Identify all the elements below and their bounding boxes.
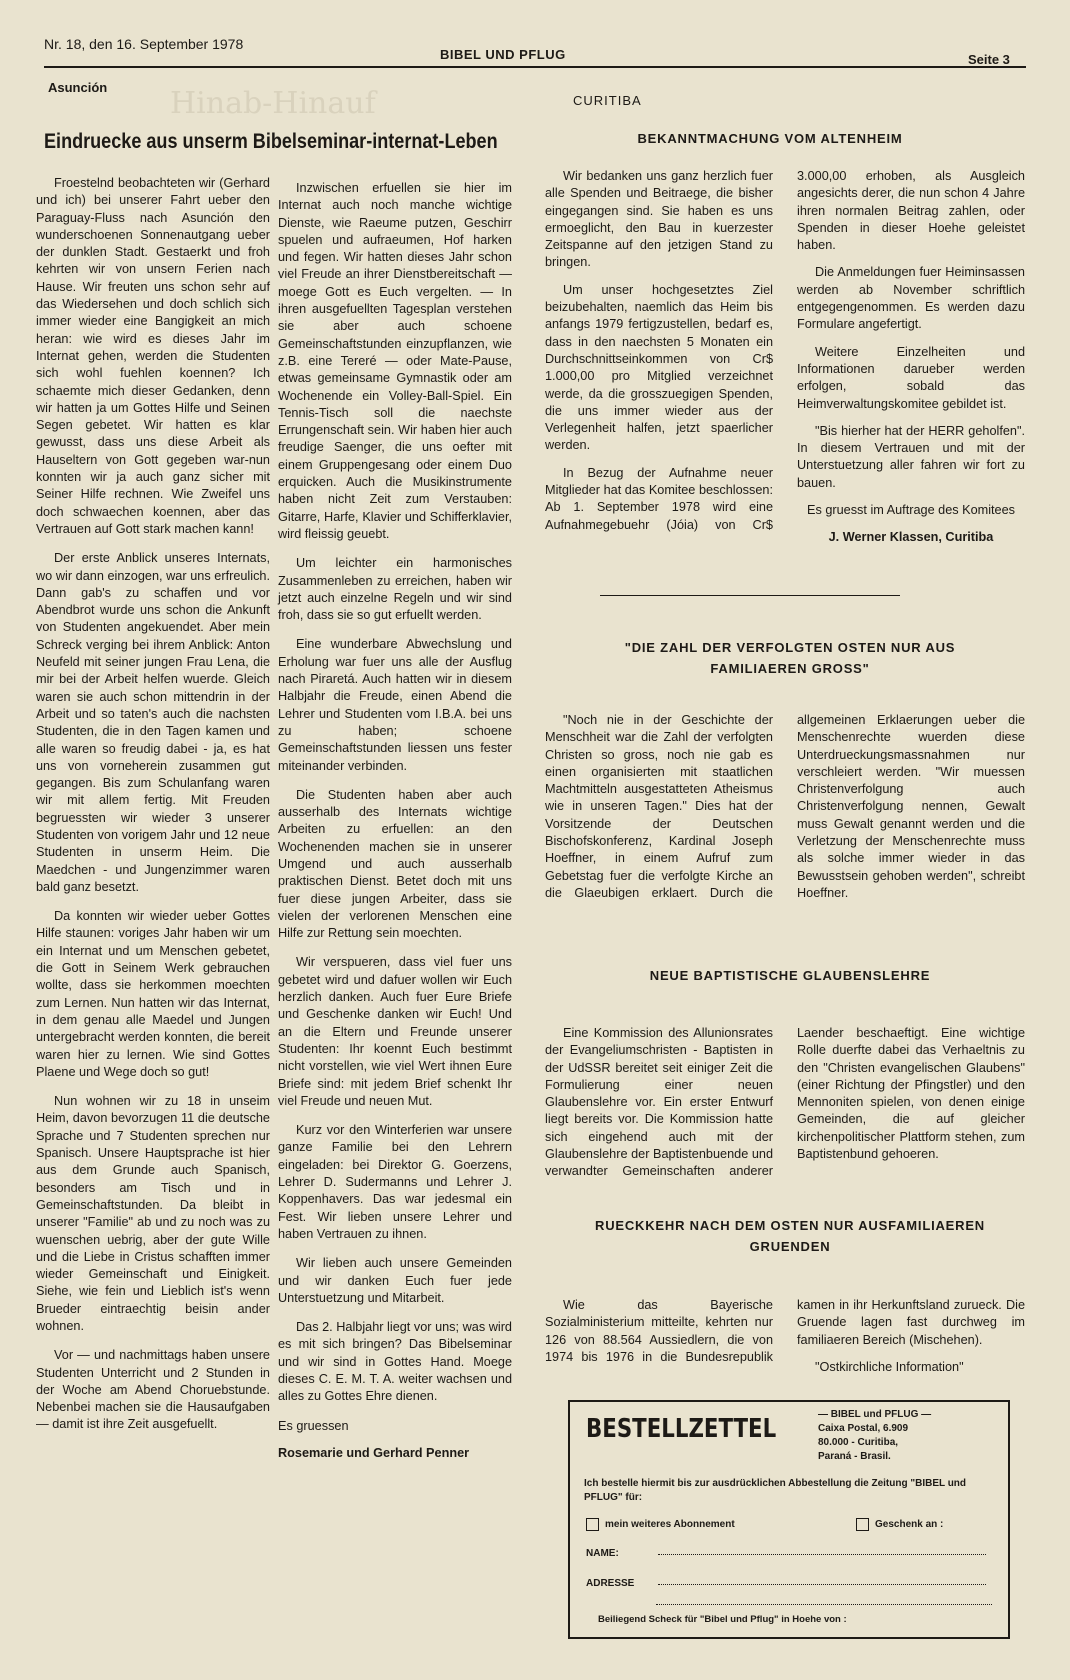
paragraph: Um leichter ein harmonisches Zusammenleben zu erreichen, haben wir jetzt auch einzelne Regeln und wir sind froh, dass sie so gut erfuellt werden. (278, 556, 512, 623)
paragraph: Die Studenten haben aber auch ausserhalb des Internats wichtige Arbeiten zu erfuellen: an den Wochenenden machen sie in unserer Umgend und auch ausserhalb praktischen Dienst. Betet doch mit uns fuer diese jungen Arbeiter, dass sie vielen der verlorenen Menschen eine Hilfe zur Rettung sein moechten. (278, 787, 512, 941)
paragraph: Eine wunderbare Abwechslung und Erholung war fuer uns alle der Ausflug nach Piraretá. Auch hatten wir in diesem Halbjahr die Freude, einen Abend die Lehrer und Studenten vom I.B.A. bei uns zu haben; schoene Gemeinschaftstunden liessen uns fester miteinander verbinden. (278, 637, 512, 773)
paragraph: Kurz vor den Winterferien war unsere ganze Familie bei den Lehrern eingeladen: bei Direktor G. Goerzens, Lehrer D. Sudermanns und Lehrer J. Koppenhavers. Das war jedesmal ein Fest. Wir lieben unsere Lehrer und haben Vertrauen zu ihnen. (278, 1123, 512, 1241)
paragraph: Froestelnd beobachteten wir (Gerhard und ich) bei unserer Fahrt ueber den Paraguay-Fluss nach Asunción den wunderschoenen Sonnenautgang ueber der dunklen Stadt. Gestaerkt und froh kehrten wir von unsern Ferien nach Hause. Wir freuten uns schon sehr auf das Wiedersehen und doch schlich sich immer wieder eine Bangigkeit an mich heran: wie wird es dieses Jahr im Internat gehen, werden die Studenten sich wohl fuehlen koennen? Ich schaemte mich dieser Gedanken, denn wir hatten ja um Gottes Hilfe und Seinen Segen gebetet. Wir hatten es klar gewusst, dass uns diese Arbeit als Hauseltern von Gott gegeben war-nun konnten wir ja auch ganz sicher mit Seiner Hilfe rechnen. Wie Zweifel uns doch schwaechen koennen, aber das Vertrauen auf Gott stark machen kann! (36, 176, 270, 536)
address-line: Caixa Postal, 6.909 (818, 1423, 909, 1434)
address-line-input[interactable] (658, 1584, 986, 1585)
paragraph: Die Anmeldungen fuer Heiminsassen werden ab November schriftlich entgegengenommen. Es werden dazu Formulare angefertigt. (797, 265, 1025, 332)
gift-option[interactable] (856, 1518, 943, 1531)
order-form-title: BESTELLZETTEL (586, 1414, 777, 1444)
notice-signature: J. Werner Klassen, Curitiba (828, 530, 994, 545)
address-field[interactable] (586, 1578, 986, 1589)
paragraph: Vor — und nachmittags haben unsere Studenten Unterricht und 2 Stunden in der Woche am Abend Choruebstunde. Nebenbei machen sie die Hausaufgaben — damit ist ihre Zeit ausgefuellt. (36, 1348, 270, 1432)
persecution-headline: "DIE ZAHL DER VERFOLGTEN OSTEN NUR AUS FAMILIAEREN GROSS" (624, 640, 956, 676)
source-credit: "Ostkirchliche Information" (815, 1359, 964, 1374)
header-rule (44, 66, 1026, 68)
issue-line: Nr. 18, den 16. September 1978 (44, 36, 244, 52)
order-form (568, 1400, 1010, 1639)
address-line: 80.000 - Curitiba, (818, 1437, 899, 1448)
address-line-extra[interactable] (656, 1604, 992, 1605)
paragraph: Wir lieben auch unsere Gemeinden und wir danken Euch fuer jede Unterstuetzung und Mitarbeit. (278, 1256, 512, 1305)
address-label: ADRESSE (586, 1578, 635, 1589)
closing-text: Es gruessen (278, 1418, 349, 1433)
paragraph: Wir bedanken uns ganz herzlich fuer alle Spenden und Beitraege, die bisher eingegangen sind. Sie haben es uns ermoeglicht, den Bau in kuerzester Zeitspanne auf den jetzigen Stand zu bringen. (545, 169, 773, 270)
name-line[interactable] (658, 1554, 986, 1555)
order-intro-text: Ich bestelle hiermit bis zur ausdrücklichen Abbestellung die Zeitung "BIBEL und PFLUG" für: (584, 1478, 967, 1503)
return-headline: RUECKKEHR NACH DEM OSTEN NUR AUSFAMILIAEREN GRUENDEN (595, 1218, 985, 1254)
subscription-option[interactable] (586, 1518, 735, 1531)
paragraph: Weitere Einzelheiten und Informationen darueber werden erfolgen, sobald das Heimverwaltungskomitee gebildet ist. (797, 344, 1025, 411)
paragraph: Wir verspueren, dass viel fuer uns gebetet wird und dafuer wollen wir Euch herzlich danken. Auch fuer Eure Briefe und Geschenke danken wir Euch! Und an die Eltern und Freunde unserer Studenten: Ihr koennt Euch bestimmt nicht vorstellen, wie viel Wert ihnen Eure Briefe sind: mit jedem Brief schenkt Ihr viel Freude und neuen Mut. (278, 955, 512, 1108)
name-label: NAME: (586, 1548, 619, 1559)
name-field[interactable] (586, 1548, 986, 1559)
baptist-headline: NEUE BAPTISTISCHE GLAUBENSLEHRE (649, 968, 931, 983)
paragraph: Wie das Bayerische Sozialministerium mitteilte, kehrten nur 126 von 88.564 Aussiedlern, die von 1974 bis 1976 in die Bundesrepublik kamen in ihr Herkunftsland zurueck. Die Gruende lagen fast durchweg im familiaeren Bereich (Mischehen). (545, 1298, 1025, 1364)
return-body (545, 1297, 1025, 1387)
left-dateline: Asunción (48, 80, 108, 95)
article-headline: Eindruecke aus unserm Bibelseminar-internat-Leben (44, 130, 498, 153)
paragraph: "Noch nie in der Geschichte der Menschheit war die Zahl der verfolgten Christen so gross, noch nie gab es einen organisierten mit staatlichen Machtmitteln ausgestatteten Atheismus wie in unseren Tagen." Dies hat der Vorsitzende der Deutschen Bischofskonferenz, Kardinal Joseph Hoeffner, in einem Aufruf zum Gebetstag fuer die verfolgte Kirche an die Glaeubigen erklaert. Durch die allgemeinen Erklaerungen ueber die Menschenrechte wuerden diese Unterdrueckungsmassnahmen nur verschleiert werden. "Wir muessen Christenverfolgung auch Christenverfolgung nennen, Gewalt muss Gewalt genannt werden und die Verletzung der Menschenrechte muss als solche immer wieder in das Bewusstsein gehoben werden", schreibt Hoeffner. (545, 713, 1025, 900)
gift-label: Geschenk an : (875, 1519, 944, 1531)
article-column-2 (278, 180, 512, 1474)
show-through-title: Hinab-Hinauf (170, 86, 376, 121)
paper-name: BIBEL UND PFLUG (440, 47, 566, 62)
baptist-body (545, 1025, 1025, 1205)
notice-body (545, 168, 1025, 568)
notice-headline: BEKANNTMACHUNG VOM ALTENHEIM (637, 131, 903, 146)
paragraph: Um unser hochgesetztes Ziel beizubehalten, naemlich das Heim bis anfangs 1979 fertigzustellen, bedarf es, dass in den naechsten 5 Monaten ein Durchschnittseinkommen von Cr$ 1.000,00 pro Mitglied verzeichnet werde, da die grosszuegigen Spenden, die uns immer wieder aus der Verlegenheit halfen, jetzt spaerlicher werden. (545, 282, 773, 453)
paragraph: Nun wohnen wir zu 18 in unseim Heim, davon bevorzugen 11 die deutsche Sprache und 7 Studenten sprechen nur Spanisch. Unsere Hauptsprache ist hier aus dem Grunde auch Spanisch, besonders am Tisch und in Gemeinschaftstunden. Da bleibt in unserer "Familie" ab und zu noch was zu wuenschen uebrig, aber der gute Wille und die Liebe in Cristus schafften immer wieder Gemeinschaft und Einigkeit. Siehe, wie fein und Lieblich ist's wenn Brueder eintraechtig beisin ander wohnen. (36, 1094, 270, 1333)
order-address (818, 1408, 931, 1464)
subscription-label: mein weiteres Abonnement (605, 1519, 735, 1531)
address-line: Paraná - Brasil. (818, 1451, 891, 1462)
gift-checkbox[interactable] (856, 1518, 869, 1531)
address-line: — BIBEL und PFLUG — (818, 1409, 932, 1420)
paragraph: In Bezug der Aufnahme neuer Mitglieder hat das Komitee beschlossen: Ab 1. September 1978 wird eine Aufnahmegebuehr (Jóia) von Cr$ 3.000,00 erhoben, als Ausgleich angesichts derer, die nun schon 4 Jahre ihren normalen Beitrag zahlen, oder Spenden in dieser Hoehe geleistet haben. (545, 169, 1025, 532)
article-signature: Rosemarie und Gerhard Penner (278, 1445, 470, 1460)
article-signoff (278, 1418, 512, 1463)
order-footer: Beiliegend Scheck für "Bibel und Pflug" in Hoehe von : (598, 1614, 847, 1625)
paragraph: "Bis hierher hat der HERR geholfen". In diesem Vertrauen und mit der Unterstuetzung aller fahren wir fort zu bauen. (797, 423, 1025, 490)
paragraph: Das 2. Halbjahr liegt vor uns; was wird es mit sich bringen? Das Bibelseminar und wir sind in Gottes Hand. Moege dieses C. E. M. T. A. weiter wachsen und alles zu Gottes Ehre dienen. (278, 1320, 512, 1404)
page-number: Seite 3 (968, 52, 1010, 67)
paragraph: Eine Kommission des Allunionsrates der Evangeliumschristen - Baptisten in der UdSSR bereitet seit einiger Zeit die Formulierung einer neuen Glaubenslehre vor. Ein erster Entwurf liegt bereits vor. Die Kommission hatte sich eingehend auch mit der Glaubenslehre der Baptistenbuende und verwandter Gemeinschaften anderer Laender beschaeftigt. Eine wichtige Rolle duerfte dabei das Verhaeltnis zu den "Christen evangelischen Glaubens" (einer Richtung der Pfingstler) und den Mennoniten spielen, von denen einige Gemeinden, die auf gleicher kirchenpolitischer Plattform stehen, zum Baptistenbund gehoeren. (545, 1026, 1025, 1179)
right-dateline: CURITIBA (573, 93, 642, 108)
persecution-body (545, 712, 1025, 930)
paragraph: Da konnten wir wieder ueber Gottes Hilfe staunen: voriges Jahr haben wir um ein Internat und um Menschen gebetet, die Gott in Seinem Werk gebrauchen wollte, dass sie herkommen moechten zum Lernen. Nun hatten wir das Internat, in dem genau alle Maedel und Jungen untergebracht werden konnten, die bereit waren hier zu lernen. Wie sind Gottes Plaene und Wege doch so gut! (36, 909, 270, 1079)
notice-closing: Es gruesst im Auftrage des Komitees (806, 503, 1016, 518)
subscription-checkbox[interactable] (586, 1518, 599, 1531)
paragraph: Der erste Anblick unseres Internats, wo wir dann einzogen, war uns erfreulich. Dann gab's zu schaffen und vor Abendbrot wurde uns schon die Ankunft von Studenten angekuendet. Aber mein Schreck verging bei ihrem Anblick: Anton Neufeld mit seiner jungen Frau Lena, die mir bei der Arbeit helfen wuerde. Gleich waren sie auch schon mittendrin in der Arbeit und so taten's auch die nachsten Studenten, die in den Tagen kamen und alle waren so freudig dabei - ja, es hat uns von vorneherein zusammen gut gegangen. Bis zum Schulanfang waren wir mit allem fertig. Mit Freuden begruessten wir wieder 3 unserer Studenten von vorigem Jahr und 12 neue Studenten in unserm Heim. Die Maedchen - und Jungenzimmer waren bald ganz besetzt. (36, 551, 270, 894)
paragraph: Inzwischen erfuellen sie hier im Internat auch noch manche wichtige Dienste, wie Raeume putzen, Geschirr spuelen und aufraeumen, Hof harken und fegen. Wir hatten dieses Jahr schon viel Freude an ihrer Dienstbereitschaft — moege Gott es Euch vergelten. — In ihren ausgefuellten Tagesplan verstehen sie aber auch schoene Gemeinschaftstunden einzupflanzen, wie z.B. eine Tereré — oder Mate-Pause, etwas gemeinsame Gymnastik oder am Wochenende ein Volley-Ball-Spiel. Ein Tennis-Tisch soll die naechste Errungenschaft sein. Wir haben hier auch freudige Saenger, die uns oefter mit einem Gruppengesang oder einem Duo erquicken. Auch die Musikinstrumente haben nicht Zeit zum Verstauben: Gitarre, Harfe, Klavier und Schifferklavier, wird fleissig geuebt. (278, 181, 512, 541)
article-column-1 (36, 175, 270, 1446)
section-divider (600, 595, 900, 596)
